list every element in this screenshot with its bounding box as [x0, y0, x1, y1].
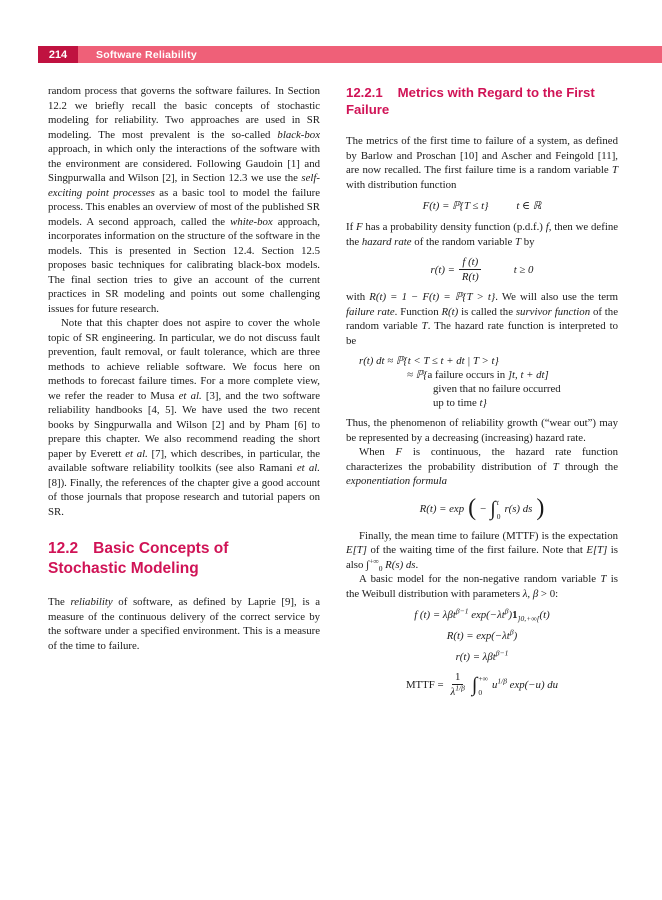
fraction: [448, 671, 468, 698]
paragraph: Note that this chapter does not aspire to cover the whole topic of SR engineering. In particular, we do not discuss fault prevention, fault removal, or fault tolerance, which are three methods to achieve reliable software. We focus here on methods to forecast failure times. For a more complete view, we refer the reader to Musa et al. [3], and the two software reliability handbooks [4, 5]. We have used the two recent books by Singpurwalla and Wilson [2] and by Pham [6] to prepare this chapter. We also recommend reading the short paper by Everett et al. [7], which describes, in particular, the available software reliability toolkits (see also Ramani et al. [8]). Finally, the references of the chapter give a good account of those journals that propose research and tutorial papers on SR.: [48, 317, 321, 518]
paragraph: Thus, the phenomenon of reliability growth (“wear out”) may be represented by a decreasing (increasing) hazard rate.: [346, 417, 618, 444]
paragraph: If F has a probability density function (p.d.f.) f, then we define the hazard rate of the random variable T by: [346, 221, 619, 248]
integral-sign: ∫: [471, 673, 478, 696]
integral-limits: [497, 496, 501, 522]
integral-lower-limit: 0: [478, 687, 483, 697]
section-title-line1: Basic Concepts of: [93, 540, 229, 557]
right-column: [346, 84, 618, 705]
fraction-numerator: 1: [452, 671, 463, 685]
page-number: 214: [48, 48, 68, 61]
fraction-denominator: $\lambda^{1/\beta}$: [450, 683, 465, 698]
formula-weibull-survivor: $R(t) = \exp(-\lambda t^\beta)$: [446, 627, 518, 642]
formula-lhs: r(t) =: [430, 263, 455, 276]
paragraph: Finally, the mean time to failure (MTTF) is the expectation E[T] of the waiting time of the first failure. Note that E[T] is also $\int^{+\infty}_0$ R(s) ds.: [346, 529, 619, 573]
formula-weibull-hazard: r(t) = λβt$^{\beta-1}$: [455, 648, 509, 663]
page-header-bar: [38, 46, 662, 63]
section-title-line2: Failure: [346, 102, 390, 117]
integral-upper-limit: +∞: [478, 673, 488, 683]
formula-integrand: r(s) ds: [504, 502, 533, 515]
formula-line: up to time t}: [433, 397, 487, 409]
paragraph: The reliability of software, as defined by Laprie [9], is a measure of the continuous delivery of the correct service by the software under a specified environment. This is a measure of the time to failure.: [48, 596, 320, 652]
paragraph: random process that governs the software failures. In Section 12.2 we briefly recall the basic concepts of stochastic modeling for reliability. Two approaches are used in SR modeling. The most prevalent is the so-called black-box approach, in which only the interactions of the software with the environment are considered. Following Gaudoin [1] and Singpurwalla and Wilson [2], in Section 12.3 we use the self-exciting point processes as a basic tool to model the failure process. This enables an overview of most of the published SR models. A second approach, called the white-box approach, incorporates information on the structure of the software in the models. This is presented in Section 12.4. Section 12.5 proposes basic techniques for calibrating black-box models. The final section tries to give an account of the current practices in SR modeling and points out some challenging issues for future research.: [48, 85, 320, 315]
formula-mttf: [346, 671, 618, 698]
integral: [490, 496, 500, 522]
fraction-denominator: R(t): [461, 271, 479, 283]
paragraph: with R(t) = 1 − F(t) = ℙ{T > t}. We will also use the term failure rate. Function R(t) is called the survivor function of the random variable T. The hazard rate function is interpreted to be: [346, 291, 618, 347]
integral: [472, 672, 488, 698]
paragraph: A basic model for the non-negative random variable T is the Weibull distribution with parameters λ, β > 0:: [346, 573, 618, 600]
minus-sign: −: [480, 502, 487, 515]
paragraph: The metrics of the first time to failure of a system, as defined by Barlow and Proschan [10] and Ascher and Feingold [11], are now recalled. The first failure time is a random variable T with distribution function: [346, 135, 618, 191]
formula-line: given that no failure occurred: [433, 383, 561, 395]
right-paren: ): [536, 494, 545, 521]
formula-hazard-interpretation: [346, 354, 618, 410]
formula-distribution-function: [346, 199, 618, 213]
fraction: [459, 256, 482, 283]
formula-line: r(t) dt ≈ ℙ{t < T ≤ t + dt | T > t}: [359, 355, 499, 367]
formula-lhs: R(t) = exp: [419, 502, 465, 515]
section-heading-12-2-1: [346, 84, 618, 118]
integral-sign: ∫: [490, 497, 496, 520]
formula-integrand: $u^{1/\beta}$ exp(−u) du: [491, 675, 559, 691]
integral-limits: [478, 672, 488, 698]
formula-condition: t ∈ ℝ: [516, 200, 542, 212]
integral-lower-limit: 0: [496, 511, 501, 521]
formula-exponentiation: [346, 496, 618, 522]
formula-line: ≈ ℙ{a failure occurs in ]t, t + dt]: [407, 369, 549, 381]
section-title-line1: Metrics with Regard to the First: [397, 85, 595, 100]
section-number: 12.2: [48, 540, 79, 557]
two-column-layout: [48, 84, 618, 705]
chapter-title: Software Reliability: [96, 48, 197, 61]
integral-upper-limit: t: [496, 497, 499, 507]
section-heading-12-2: [48, 539, 320, 579]
left-column: [48, 84, 320, 705]
section-number: 12.2.1: [346, 85, 383, 100]
formula-lhs: MTTF =: [405, 678, 444, 691]
section-title-line2: Stochastic Modeling: [48, 560, 199, 577]
formula-condition: t ≥ 0: [513, 263, 534, 276]
page-number-box: [38, 46, 78, 63]
fraction-numerator: f (t): [459, 256, 481, 270]
formula-hazard-rate: [346, 256, 618, 283]
formula-main: F(t) = ℙ{T ≤ t}: [422, 200, 489, 212]
paragraph: When F is continuous, the hazard rate function characterizes the probability distribution of T through the exponentiation formula: [346, 446, 618, 487]
formula-weibull-pdf: f (t) = λβt$^{\beta-1}$ $\exp(-\lambda t^\beta)1_{]0,+\infty[}(t)$: [414, 606, 550, 624]
left-paren: (: [468, 494, 477, 521]
